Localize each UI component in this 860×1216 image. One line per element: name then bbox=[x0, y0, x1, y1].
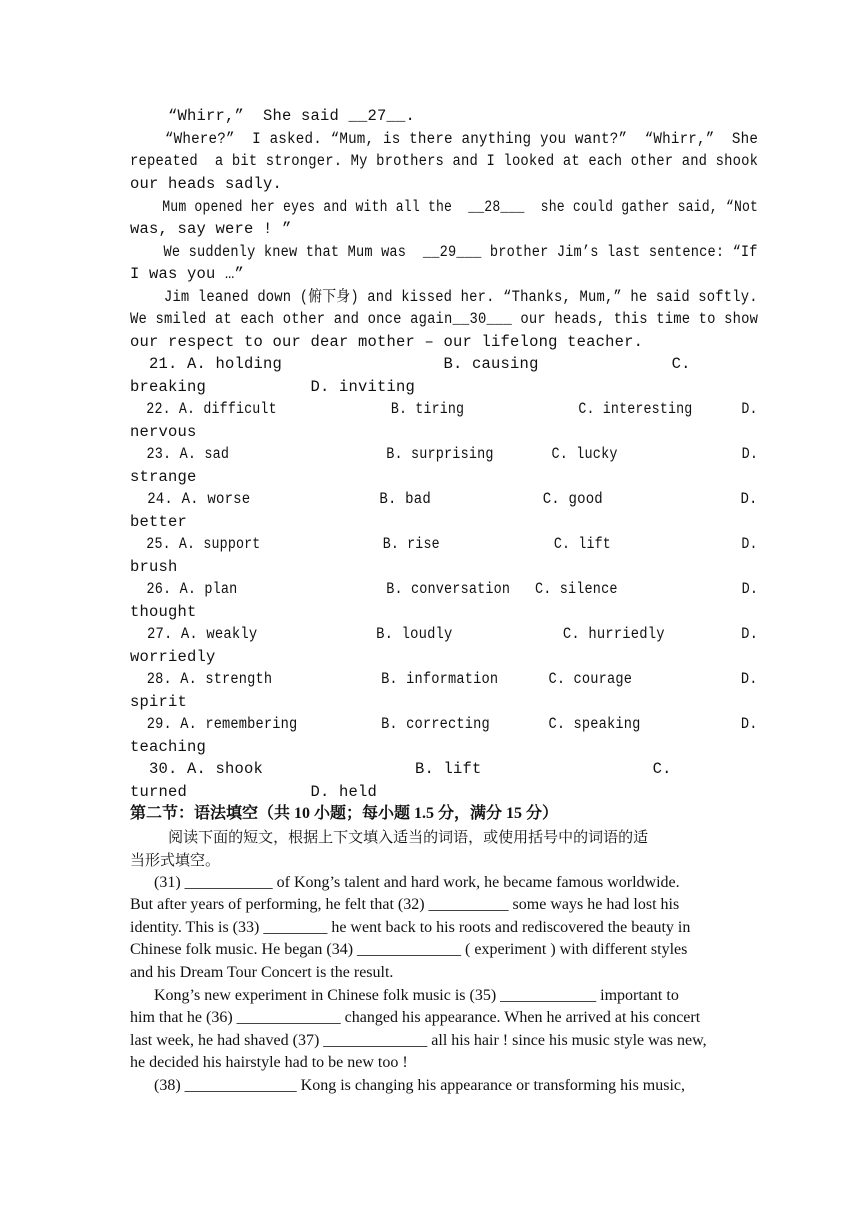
option-line-21b: breaking D. inviting bbox=[130, 378, 416, 396]
option-line-29b: teaching bbox=[130, 738, 207, 756]
option-line-27b: worriedly bbox=[130, 648, 216, 666]
option-line-30b: turned D. held bbox=[130, 783, 378, 801]
option-line-23b: strange bbox=[130, 468, 197, 486]
option-line-26b: thought bbox=[130, 603, 197, 621]
passage-line: our heads sadly. bbox=[130, 175, 283, 193]
option-line-30a: 30. A. shook B. lift C. bbox=[130, 760, 672, 778]
option-line-22b: nervous bbox=[130, 423, 197, 441]
option-line-28b: spirit bbox=[130, 693, 188, 711]
grammar-line: Chinese folk music. He began (34) _____________ ( experiment ) with different styles bbox=[130, 941, 688, 958]
passage-line: I was you …” bbox=[130, 265, 245, 283]
grammar-line: him that he (36) _____________ changed his appearance. When he arrived at his concert bbox=[130, 1009, 701, 1026]
passage-line: Mum opened her eyes and with all the __28___ she could gather said, “Not bbox=[130, 198, 759, 216]
option-line-29a: 29. A. remembering B. correcting C. speaking D. bbox=[130, 715, 758, 733]
grammar-line: But after years of performing, he felt that (32) __________ some ways he had lost his bbox=[130, 896, 680, 913]
option-line-24a: 24. A. worse B. bad C. good D. bbox=[130, 490, 758, 508]
grammar-line: (31) ___________ of Kong’s talent and hard work, he became famous worldwide. bbox=[130, 874, 680, 891]
grammar-line: last week, he had shaved (37) _____________ all his hair ! since his music style was new, bbox=[130, 1032, 707, 1049]
passage-line: was, say were ! ” bbox=[130, 220, 292, 238]
passage-line: “Whirr,” She said __27__. bbox=[130, 107, 416, 125]
grammar-line: and his Dream Tour Concert is the result. bbox=[130, 964, 394, 981]
grammar-line: (38) ______________ Kong is changing his appearance or transforming his music, bbox=[130, 1077, 686, 1094]
grammar-line: Kong’s new experiment in Chinese folk music is (35) ____________ important to bbox=[130, 987, 679, 1004]
grammar-line: identity. This is (33) ________ he went back to his roots and rediscovered the beauty in bbox=[130, 919, 691, 936]
passage-line: repeated a bit stronger. My brothers and I looked at each other and shook bbox=[130, 152, 759, 170]
option-line-23a: 23. A. sad B. surprising C. lucky D. bbox=[130, 445, 759, 463]
section-heading: 第二节：语法填空（共 10 小题；每小题 1.5 分，满分 15 分） bbox=[130, 805, 559, 822]
option-line-26a: 26. A. plan B. conversation C. silence D. bbox=[130, 580, 759, 598]
passage-line: We smiled at each other and once again__30___ our heads, this time to show bbox=[130, 310, 759, 328]
option-line-27a: 27. A. weakly B. loudly C. hurriedly D. bbox=[130, 625, 759, 643]
grammar-line: he decided his hairstyle had to be new too ! bbox=[130, 1054, 408, 1071]
passage-line: We suddenly knew that Mum was __29___ brother Jim’s last sentence: “If bbox=[130, 243, 758, 261]
passage-line: Jim leaned down (俯下身) and kissed her. “Thanks, Mum,” he said softly. bbox=[130, 288, 758, 306]
option-line-25b: brush bbox=[130, 558, 178, 576]
instruction-line: 当形式填空。 bbox=[130, 851, 221, 869]
option-line-21a: 21. A. holding B. causing C. bbox=[130, 355, 691, 373]
instruction-line: 阅读下面的短文，根据上下文填入适当的词语，或使用括号中的词语的适 bbox=[130, 828, 649, 846]
option-line-22a: 22. A. difficult B. tiring C. interesting D. bbox=[130, 400, 758, 418]
passage-line: our respect to our dear mother – our lifelong teacher. bbox=[130, 333, 644, 351]
option-line-24b: better bbox=[130, 513, 188, 531]
option-line-25a: 25. A. support B. rise C. lift D. bbox=[130, 535, 758, 553]
option-line-28a: 28. A. strength B. information C. courage D. bbox=[130, 670, 758, 688]
passage-line: “Where?” I asked. “Mum, is there anything you want?” “Whirr,” She bbox=[130, 130, 759, 148]
